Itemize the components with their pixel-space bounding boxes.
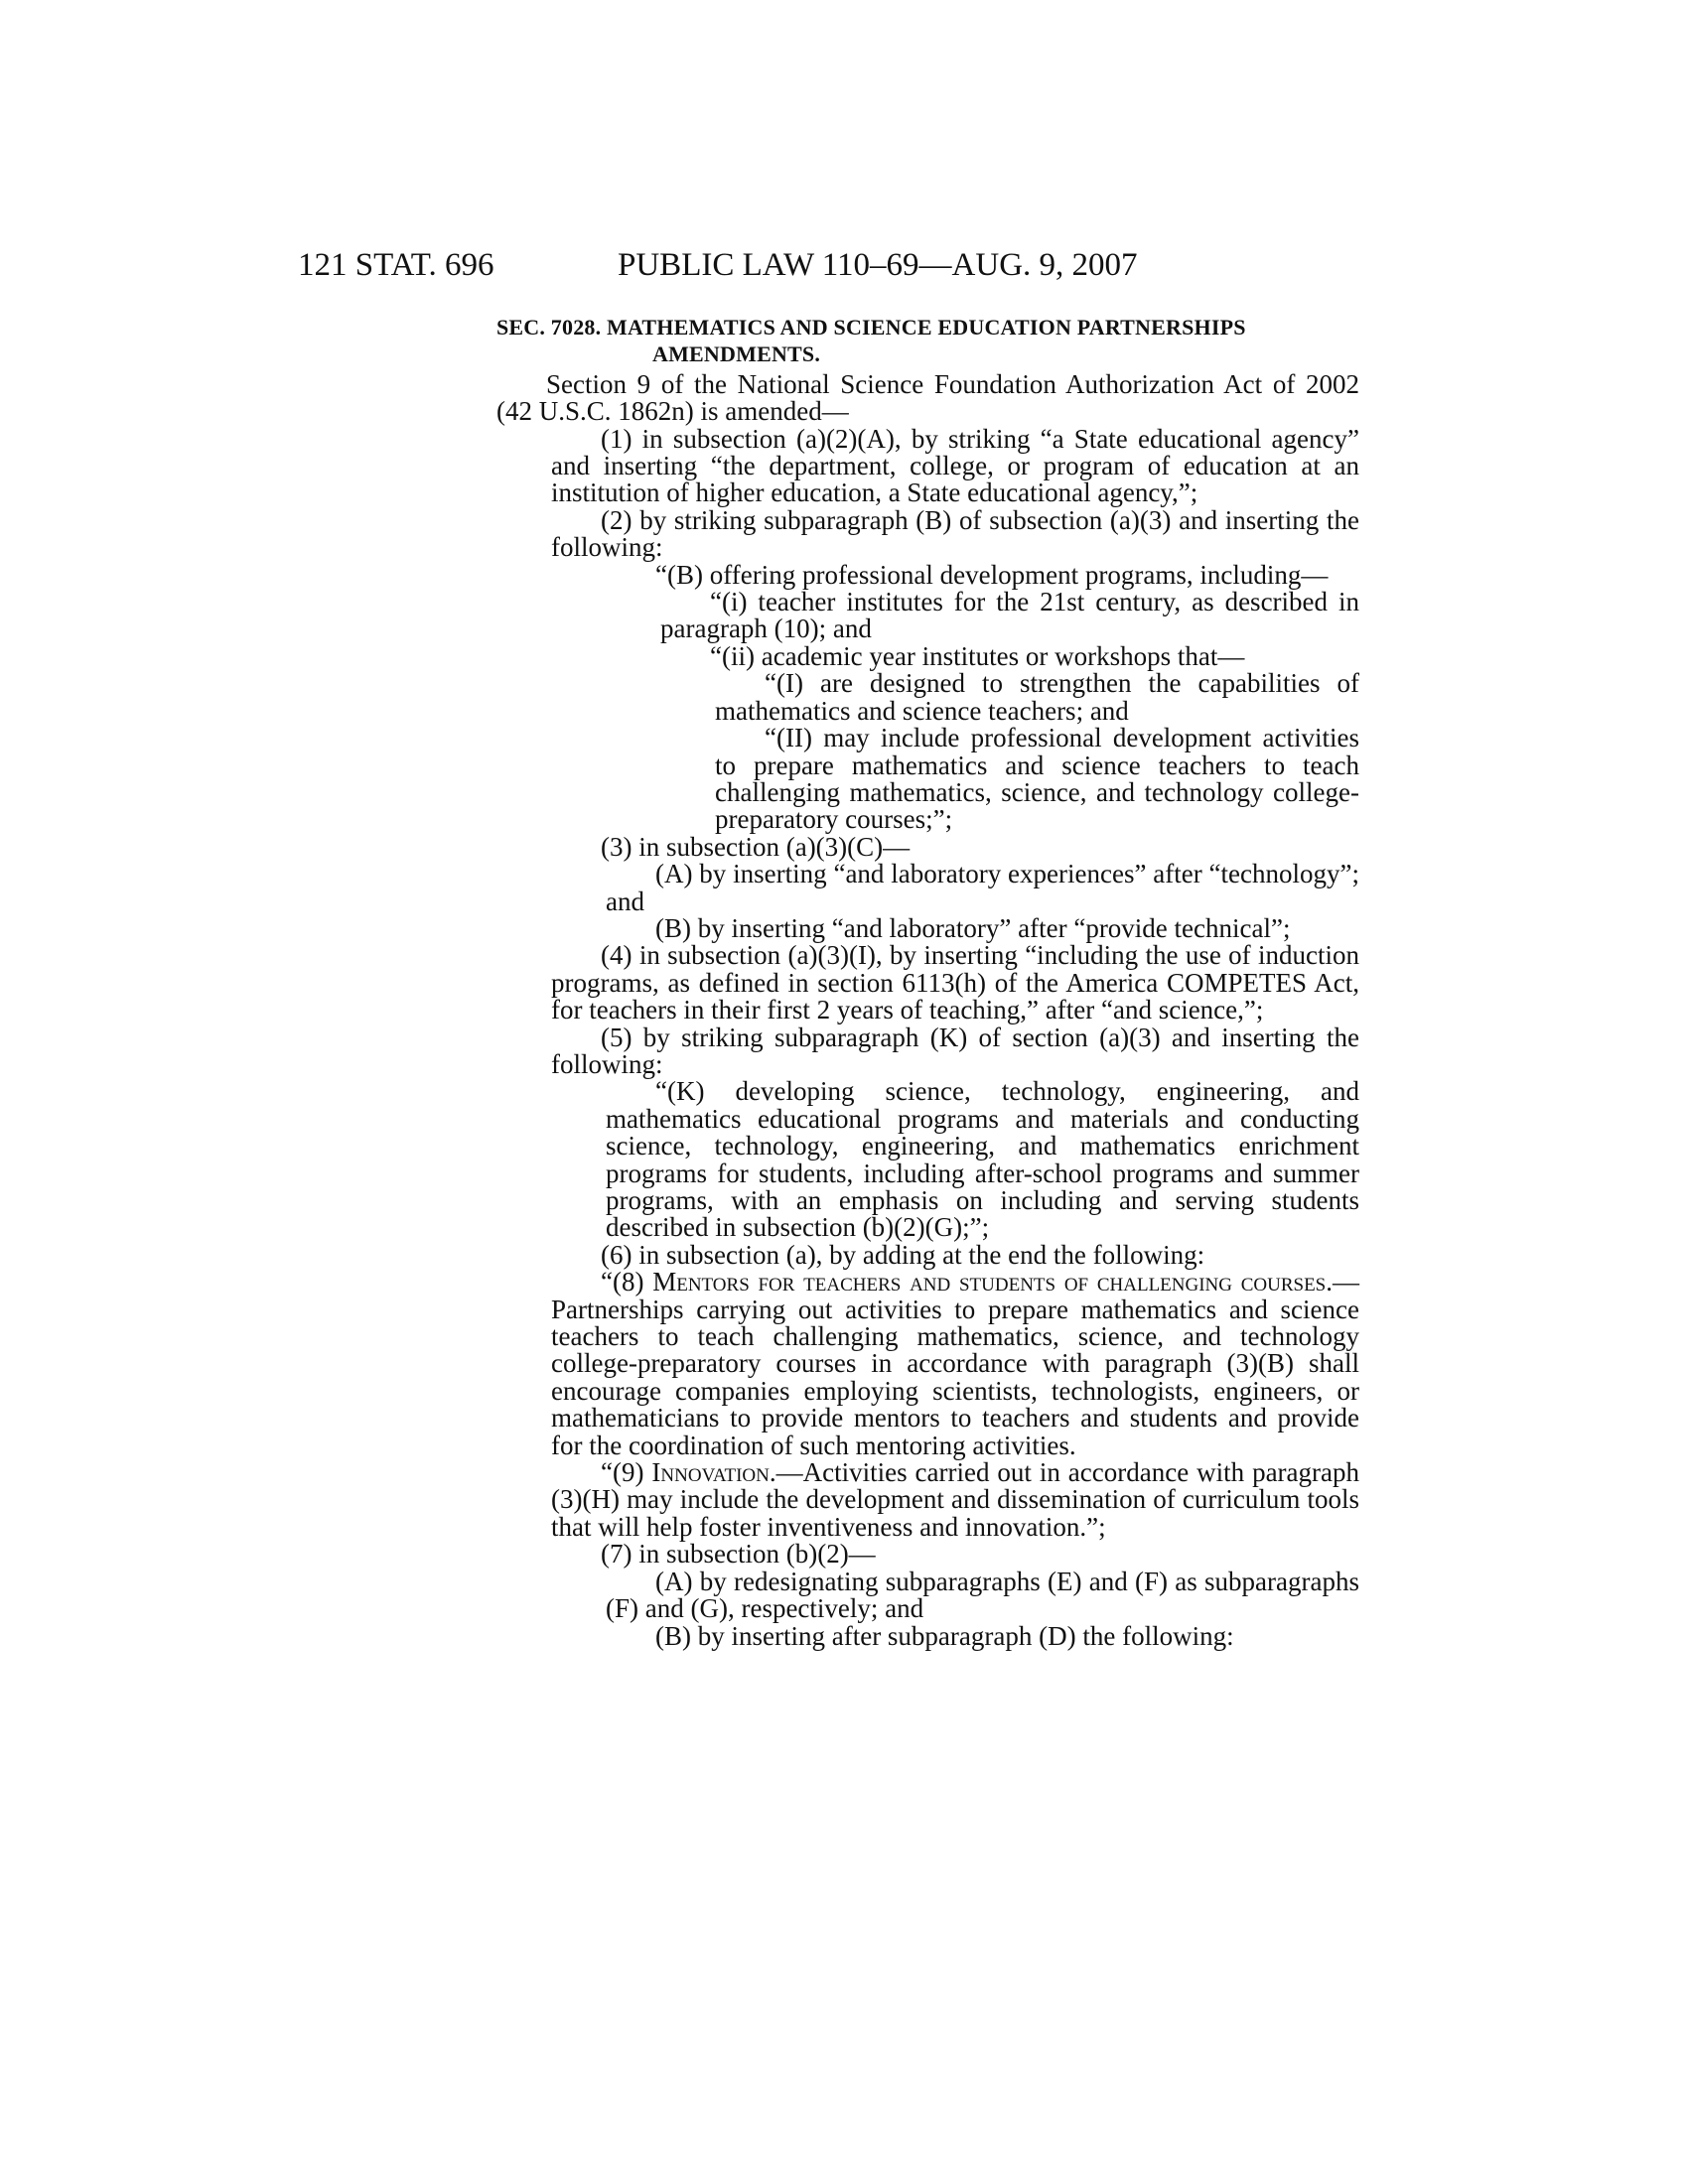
- subparagraph-5-K: “(K) developing science, technology, engineering, and mathematics educational programs and materials and conducting science, technology, engineering, and mathematics enrichment programs for students, including after-school programs and summer programs, with an emphasis on including and serving students described in subsection (b)(2)(G);”;: [606, 1076, 1359, 1243]
- paragraph-3: (3) in subsection (a)(3)(C)—: [601, 831, 911, 862]
- document-body: [496, 314, 1359, 1650]
- section-intro: Section 9 of the National Science Foundation Authorization Act of 2002 (42 U.S.C. 1862n) is amended—: [496, 368, 1359, 427]
- subparagraph-3-A: (A) by inserting “and laboratory experiences” after “technology”; and: [606, 859, 1359, 916]
- paragraph-6-8: [496, 1269, 1359, 1459]
- clause-2-B-i: “(i) teacher institutes for the 21st century, as described in paragraph (10); and: [660, 587, 1359, 644]
- paragraph-8-number: “(8): [601, 1267, 653, 1297]
- clause-2-B-ii: “(ii) academic year institutes or workshops that—: [710, 640, 1245, 671]
- statute-page-number: 121 STAT. 696: [298, 247, 494, 283]
- paragraph-6: (6) in subsection (a), by adding at the end the following:: [601, 1239, 1205, 1270]
- subparagraph-3-B: (B) by inserting “and laboratory” after “provide technical”;: [655, 912, 1291, 943]
- paragraph-1: (1) in subsection (a)(2)(A), by striking “a State educational agency” and inserting “the department, college, or program of education at an institution of higher education, a State educational agency,”;: [551, 423, 1359, 508]
- running-head: [298, 245, 1380, 285]
- subparagraph-7-B: (B) by inserting after subparagraph (D) the following:: [655, 1620, 1234, 1651]
- subparagraph-7-A: (A) by redesignating subparagraphs (E) and (F) as subparagraphs (F) and (G), respectively; and: [606, 1566, 1359, 1624]
- paragraph-5: (5) by striking subparagraph (K) of section (a)(3) and inserting the following:: [551, 1022, 1359, 1079]
- subclause-2-B-ii-I: “(I) are designed to strengthen the capabilities of mathematics and science teachers; and: [715, 668, 1359, 726]
- paragraph-2: (2) by striking subparagraph (B) of subsection (a)(3) and inserting the following:: [551, 504, 1359, 563]
- paragraph-8-heading: Mentors for teachers and students of challenging courses.: [652, 1267, 1333, 1297]
- paragraph-9-number: “(9): [601, 1457, 652, 1488]
- subclause-2-B-ii-II: “(II) may include professional development activities to prepare mathematics and science teachers to teach challenging mathematics, science, and technology college-preparatory courses;”;: [715, 723, 1359, 835]
- paragraph-8-text: —Partnerships carrying out activities to prepare mathematics and science teachers to teach challenging mathematics, science, and technology college-preparatory courses in accordance with paragraph (3)(B) shall encourage companies employing scientists, technologists, engineers, or mathematicians to provide mentors to teachers and students and provide for the coordination of such mentoring activities.: [551, 1267, 1359, 1460]
- public-law-title: PUBLIC LAW 110–69—AUG. 9, 2007: [618, 247, 1138, 283]
- paragraph-9-heading: Innovation.: [651, 1457, 776, 1488]
- subparagraph-2-B: “(B) offering professional development programs, including—: [655, 559, 1329, 590]
- paragraph-7: (7) in subsection (b)(2)—: [601, 1539, 876, 1570]
- section-heading: SEC. 7028. MATHEMATICS AND SCIENCE EDUCATION PARTNERSHIPS AMENDMENTS.: [496, 315, 1246, 367]
- paragraph-6-9: [496, 1459, 1359, 1541]
- paragraph-4: (4) in subsection (a)(3)(I), by inserting “including the use of induction programs, as defined in section 6113(h) of the America COMPETES Act, for teachers in their first 2 years of teaching,” after “and science,”;: [551, 940, 1359, 1025]
- paragraph-9-text: —Activities carried out in accordance with paragraph (3)(H) may include the development and dissemination of curriculum tools that will help foster inventiveness and innovation.”;: [551, 1457, 1360, 1542]
